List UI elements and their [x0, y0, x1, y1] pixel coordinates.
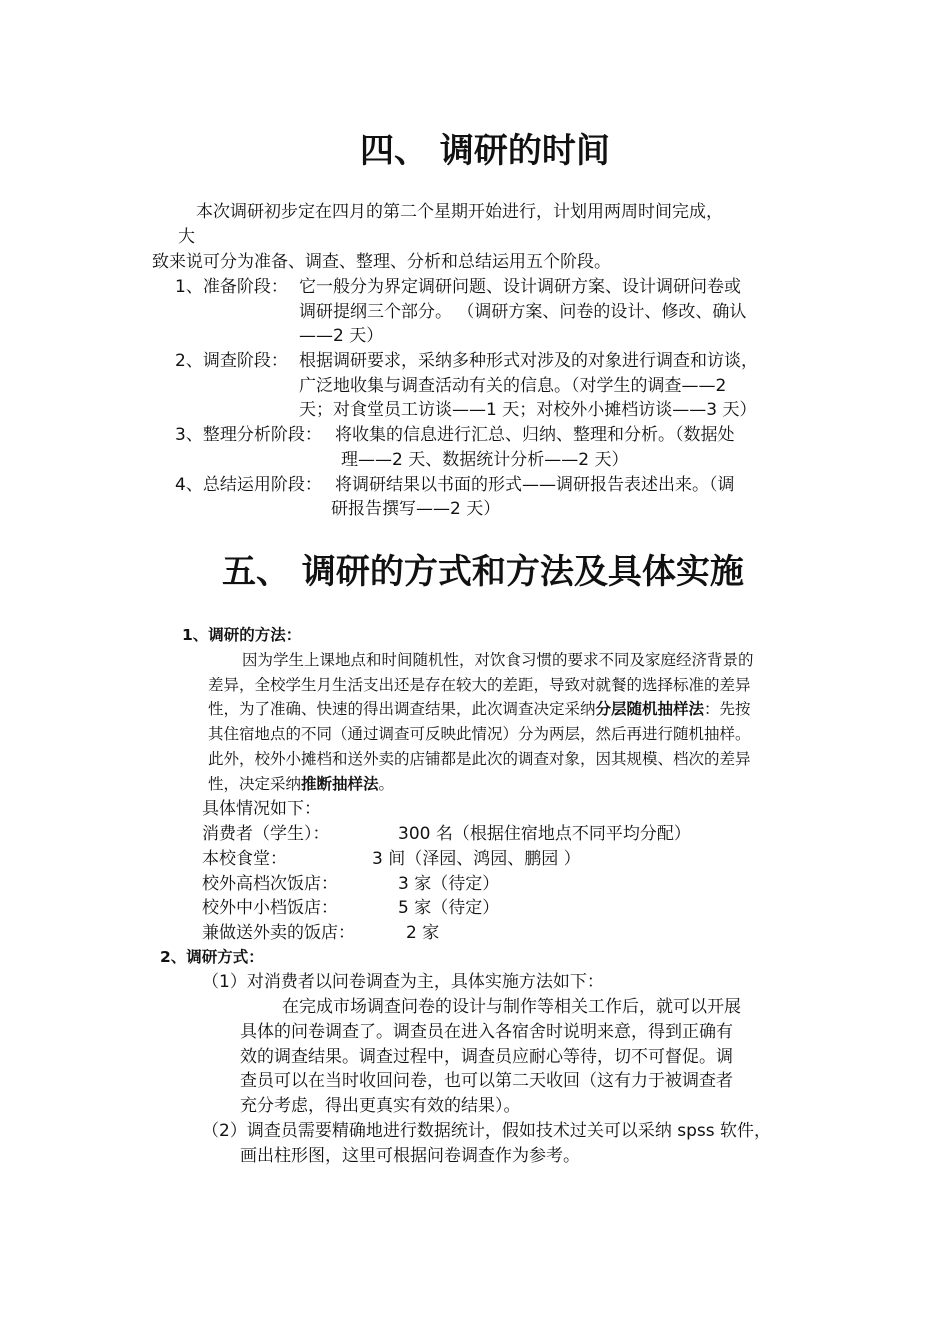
- detail-label: 消费者（学生）：: [202, 824, 330, 844]
- stage-1-line: 它一般分为界定调研问题、设计调研方案、设计调研问卷或: [299, 277, 741, 297]
- mode-2-line: 画出柱形图，这里可根据问卷调查作为参考。: [240, 1146, 580, 1166]
- mode-1-line: 充分考虑，得出更真实有效的结果）。: [240, 1096, 521, 1116]
- stage-2-line: 天；对食堂员工访谈——1 天；对校外小摊档访谈——3 天）: [299, 400, 757, 420]
- section5-title: 五、 调研的方式和方法及具体实施: [222, 552, 744, 592]
- method-para-text: ：先按: [704, 700, 751, 718]
- stage-4-line: 研报告撰写——2 天）: [331, 499, 501, 519]
- section4-title: 四、 调研的时间: [360, 131, 610, 171]
- mode-1-title: （1）对消费者以问卷调查为主，具体实施方法如下：: [202, 972, 604, 992]
- method-para-text: 性，决定采纳: [208, 775, 302, 793]
- detail-value: 5 家（待定）: [398, 898, 500, 918]
- detail-label: 本校食堂：: [202, 849, 287, 869]
- stage-1-line: 调研提纲三个部分。 （调研方案、问卷的设计、修改、确认: [299, 302, 747, 322]
- detail-value: 3 家（待定）: [398, 874, 500, 894]
- mode-1-line: 具体的问卷调查了。调查员在进入各宿舍时说明来意，得到正确有: [240, 1022, 733, 1042]
- method-para-line: 差异，全校学生月生活支出还是存在较大的差距，导致对就餐的选择标准的差异: [208, 676, 751, 694]
- stratified-sampling-term: 分层随机抽样法: [595, 700, 705, 718]
- mode-heading: 2、调研方式：: [160, 948, 264, 966]
- stage-3-line: 理——2 天、数据统计分析——2 天）: [341, 450, 629, 470]
- mode-1-line: 效的调查结果。调查过程中，调查员应耐心等待，切不可督促。调: [240, 1047, 733, 1067]
- detail-value: 2 家: [406, 923, 440, 943]
- intro-line-2: 致来说可分为准备、调查、整理、分析和总结运用五个阶段。: [152, 252, 611, 272]
- mode-1-line: 查员可以在当时收回问卷，也可以第二天收回（这有力于被调查者: [240, 1071, 733, 1091]
- inferential-sampling-term: 推断抽样法: [301, 775, 379, 793]
- intro-line-1: 本次调研初步定在四月的第二个星期开始进行，计划用两周时间完成，: [196, 202, 723, 222]
- method-para-line: 此外，校外小摊档和送外卖的店铺都是此次的调查对象，因其规模、档次的差异: [208, 750, 751, 768]
- intro-line-1b: 大: [178, 227, 195, 247]
- stage-4-line: 将调研结果以书面的形式——调研报告表述出来。（调: [335, 475, 735, 495]
- method-para-text: 性，为了准确、快速的得出调查结果，此次调查决定采纳: [208, 700, 596, 718]
- stage-3-label: 3、整理分析阶段：: [175, 425, 322, 445]
- detail-value: 3 间（泽园、鸿园、鹏园 ）: [372, 849, 581, 869]
- stage-1-label: 1、准备阶段：: [175, 277, 288, 297]
- mode-1-line: 在完成市场调查问卷的设计与制作等相关工作后，就可以开展: [282, 997, 741, 1017]
- stage-4-label: 4、总结运用阶段：: [175, 475, 322, 495]
- stage-2-line: 根据调研要求，采纳多种形式对涉及的对象进行调查和访谈，: [299, 351, 758, 371]
- stage-1-line: ——2 天）: [299, 326, 384, 346]
- stage-3-line: 将收集的信息进行汇总、归纳、整理和分析。（数据处: [335, 425, 735, 445]
- mode-2-line: （2）调查员需要精确地进行数据统计，假如技术过关可以采纳 spss 软件，: [202, 1121, 771, 1141]
- method-heading: 1、调研的方法：: [182, 626, 302, 644]
- stage-2-line: 广泛地收集与调查活动有关的信息。（对学生的调查——2: [299, 376, 727, 396]
- method-para-line: 其住宿地点的不同（通过调查可反映此情况）分为两层，然后再进行随机抽样。: [208, 725, 751, 743]
- stage-2-label: 2、调查阶段：: [175, 351, 288, 371]
- details-intro: 具体情况如下：: [202, 799, 321, 819]
- detail-label: 兼做送外卖的饭店：: [202, 923, 355, 943]
- detail-label: 校外高档次饭店：: [202, 874, 338, 894]
- method-para-line: 因为学生上课地点和时间随机性，对饮食习惯的要求不同及家庭经济背景的: [242, 651, 754, 669]
- method-para-text: 。: [378, 775, 395, 793]
- detail-label: 校外中小档饭店：: [202, 898, 338, 918]
- method-para-line: [208, 702, 751, 718]
- method-para-line: [208, 777, 394, 793]
- detail-value: 300 名（根据住宿地点不同平均分配）: [398, 824, 691, 844]
